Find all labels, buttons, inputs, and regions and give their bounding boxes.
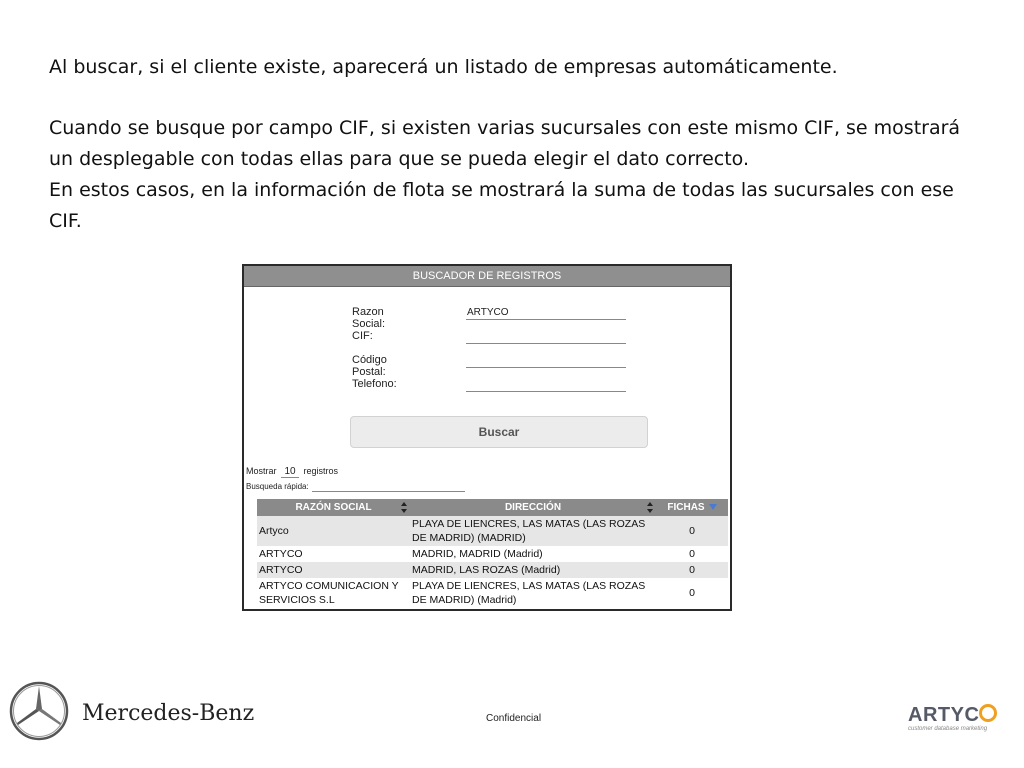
cell-fichas: 0 (656, 578, 728, 608)
table-row[interactable] (257, 578, 728, 608)
col-razon-social[interactable] (257, 499, 410, 516)
quick-search (246, 482, 309, 491)
table-row[interactable] (257, 516, 728, 546)
artyco-wordmark: ARTYC (908, 704, 980, 726)
cell-fichas: 0 (656, 516, 728, 546)
panel-title: BUSCADOR DE REGISTROS (244, 266, 730, 287)
quick-search-input[interactable] (312, 490, 465, 492)
show-suffix: registros (303, 466, 339, 476)
cell-direccion: PLAYA DE LIENCRES, LAS MATAS (LAS ROZAS DE MADRID) (Madrid) (410, 578, 656, 608)
sort-desc-icon (709, 504, 717, 510)
search-button[interactable]: Buscar (350, 416, 648, 448)
cell-direccion: MADRID, LAS ROZAS (Madrid) (410, 562, 656, 578)
cif-label: CIF: (352, 330, 373, 342)
sort-both-icon (647, 502, 653, 513)
confidential-label: Confidencial (486, 713, 542, 724)
col-fichas-label: FICHAS (667, 502, 705, 513)
col-razon-social-label: RAZÓN SOCIAL (295, 502, 372, 513)
intro-paragraph-1: Al buscar, si el cliente existe, aparecerá un listado de empresas automáticamente. (49, 56, 838, 78)
artyco-tagline: customer database marketing (908, 726, 988, 732)
cell-razon-social: Artyco (257, 516, 410, 546)
cell-fichas: 0 (656, 546, 728, 562)
artyco-ring-icon (979, 704, 997, 722)
quick-search-label: Busqueda rápida: (246, 482, 309, 491)
mercedes-benz-wordmark: Mercedes-Benz (82, 701, 255, 726)
mercedes-star-icon (8, 680, 70, 747)
table-row[interactable] (257, 562, 728, 578)
razon-social-input[interactable] (466, 306, 626, 320)
cell-razon-social: ARTYCO (257, 562, 410, 578)
table-header-row (257, 499, 728, 516)
cell-direccion: PLAYA DE LIENCRES, LAS MATAS (LAS ROZAS DE MADRID) (MADRID) (410, 516, 656, 546)
table-row[interactable] (257, 546, 728, 562)
col-direccion[interactable] (410, 499, 656, 516)
intro-paragraph-3: En estos casos, en la información de flota se mostrará la suma de todas las sucursales con ese CIF. (49, 179, 954, 232)
telefono-input[interactable] (466, 378, 626, 392)
codigo-postal-input[interactable] (466, 354, 626, 368)
sort-both-icon (401, 502, 407, 513)
intro-text (49, 52, 979, 237)
col-fichas[interactable] (656, 499, 728, 516)
cell-fichas: 0 (656, 562, 728, 578)
col-direccion-label: DIRECCIÓN (504, 502, 562, 513)
show-prefix: Mostrar (246, 466, 277, 476)
cell-razon-social: ARTYCO (257, 546, 410, 562)
cell-direccion: MADRID, MADRID (Madrid) (410, 546, 656, 562)
results-table (257, 499, 728, 608)
razon-social-label: Razon Social: (352, 306, 386, 330)
search-panel-screenshot (242, 264, 732, 611)
cif-input[interactable] (466, 330, 626, 344)
cell-razon-social: ARTYCO COMUNICACION Y SERVICIOS S.L (257, 578, 410, 608)
paragraph-gap (49, 83, 979, 113)
intro-paragraph-2: Cuando se busque por campo CIF, si existen varias sucursales con este mismo CIF, se mostrará un desplegable con todas ellas para que se pueda elegir el dato correcto. (49, 117, 961, 170)
artyco-logo (908, 704, 997, 732)
telefono-label: Telefono: (352, 378, 397, 390)
records-per-page-select[interactable]: 10 (281, 466, 299, 478)
codigo-postal-label: Código Postal: (352, 354, 387, 378)
show-records-control (246, 466, 338, 478)
